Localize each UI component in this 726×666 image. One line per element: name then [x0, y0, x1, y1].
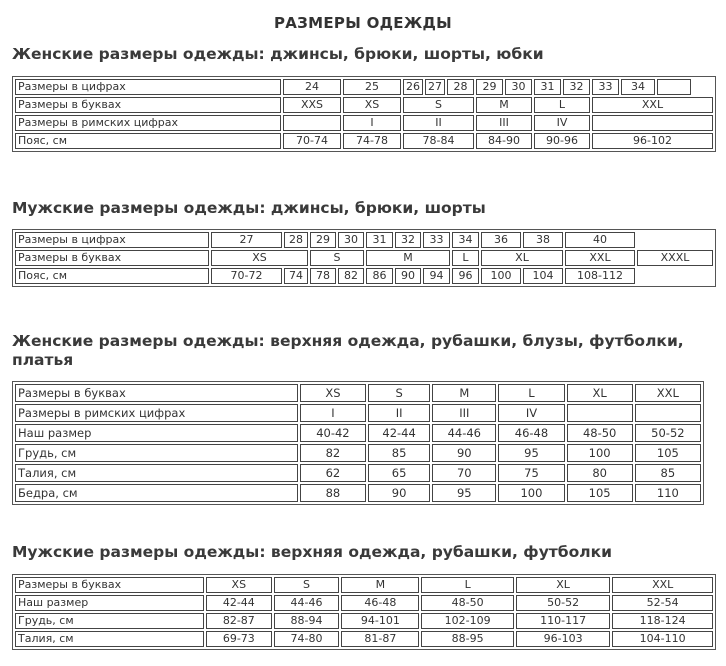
table-cell: 40 — [565, 232, 635, 248]
table-row — [15, 115, 713, 131]
row-label: Размеры в цифрах — [15, 79, 281, 95]
table-cell: 70-74 — [283, 133, 341, 149]
table-cell: 62 — [300, 464, 366, 482]
table-cell: II — [403, 115, 474, 131]
table-cell: M — [432, 384, 496, 402]
table-cell: 31 — [366, 232, 393, 248]
table-cell: XXS — [283, 97, 341, 113]
table-cell: 38 — [523, 232, 563, 248]
table-cell: III — [476, 115, 532, 131]
row-label: Наш размер — [15, 424, 298, 442]
table-cell: 26 — [403, 79, 423, 95]
table-row — [15, 444, 701, 462]
table-cell: 48-50 — [567, 424, 633, 442]
women-tops-heading: Женские размеры одежды: верхняя одежда, рубашки, блузы, футболки, платья — [12, 332, 684, 369]
table-cell: IV — [534, 115, 590, 131]
table-cell: XS — [343, 97, 401, 113]
table-cell: 82-87 — [206, 613, 272, 629]
table-cell: II — [368, 404, 430, 422]
table-cell: XS — [300, 384, 366, 402]
table-cell: 105 — [567, 484, 633, 502]
table-cell: 42-44 — [206, 595, 272, 611]
table-cell: 96 — [452, 268, 479, 284]
table-cell: 52-54 — [612, 595, 713, 611]
table-cell: 30 — [338, 232, 364, 248]
table-cell: S — [403, 97, 474, 113]
table-cell: 74-80 — [274, 631, 340, 647]
table-cell: 85 — [635, 464, 701, 482]
row-label: Пояс, см — [15, 133, 281, 149]
table-cell: 95 — [498, 444, 564, 462]
table-cell: 70-72 — [211, 268, 282, 284]
table-cell: L — [534, 97, 590, 113]
table-row — [15, 79, 713, 95]
table-cell: 88-94 — [274, 613, 340, 629]
row-label: Пояс, см — [15, 268, 209, 284]
table-cell: 74 — [284, 268, 308, 284]
table-cell: XXL — [592, 97, 713, 113]
row-label: Размеры в буквах — [15, 97, 281, 113]
men-tops-heading: Мужские размеры одежды: верхняя одежда, рубашки, футболки — [12, 543, 612, 561]
table-cell: 46-48 — [498, 424, 564, 442]
row-label: Размеры в буквах — [15, 384, 298, 402]
table-row — [15, 232, 713, 248]
table-cell: 104 — [523, 268, 563, 284]
table-cell: 29 — [476, 79, 503, 95]
table-cell: 50-52 — [635, 424, 701, 442]
table-cell: 28 — [447, 79, 474, 95]
table-cell: M — [366, 250, 450, 266]
table-cell: L — [498, 384, 564, 402]
table-row — [15, 464, 701, 482]
table-row — [15, 631, 713, 647]
table-cell — [592, 115, 713, 131]
table-cell: 42-44 — [368, 424, 430, 442]
table-row — [15, 577, 713, 593]
table-cell: 81-87 — [341, 631, 419, 647]
table-cell: 44-46 — [432, 424, 496, 442]
table-cell: 29 — [310, 232, 336, 248]
table-cell: XXL — [565, 250, 635, 266]
table-row — [15, 268, 713, 284]
table-cell: 30 — [505, 79, 532, 95]
table-cell: 27 — [211, 232, 282, 248]
table-cell: 85 — [368, 444, 430, 462]
row-label: Талия, см — [15, 464, 298, 482]
table-cell: 78-84 — [403, 133, 474, 149]
table-cell — [657, 79, 691, 95]
table-cell: 34 — [452, 232, 479, 248]
table-row — [15, 133, 713, 149]
table-row — [15, 613, 713, 629]
table-cell: 90 — [395, 268, 421, 284]
page-title: РАЗМЕРЫ ОДЕЖДЫ — [273, 14, 452, 32]
table-cell: 102-109 — [421, 613, 513, 629]
table-cell: 24 — [283, 79, 341, 95]
row-label: Грудь, см — [15, 613, 204, 629]
table-cell: 110-117 — [516, 613, 610, 629]
table-cell: 96-102 — [592, 133, 713, 149]
table-cell: 118-124 — [612, 613, 713, 629]
table-row — [15, 404, 701, 422]
table-cell: XL — [481, 250, 563, 266]
table-cell: 33 — [423, 232, 450, 248]
table-cell: 80 — [567, 464, 633, 482]
table-cell: 27 — [425, 79, 445, 95]
table-cell: 90 — [368, 484, 430, 502]
table-cell: S — [310, 250, 364, 266]
table-cell: S — [368, 384, 430, 402]
table-cell: 33 — [592, 79, 619, 95]
table-cell: 82 — [338, 268, 364, 284]
table-cell: 104-110 — [612, 631, 713, 647]
row-label: Наш размер — [15, 595, 204, 611]
table-cell: 70 — [432, 464, 496, 482]
table-cell: 94-101 — [341, 613, 419, 629]
men-bottoms-heading: Мужские размеры одежды: джинсы, брюки, шорты — [12, 199, 486, 217]
table-cell: IV — [498, 404, 564, 422]
women-bottoms-heading: Женские размеры одежды: джинсы, брюки, шорты, юбки — [12, 45, 544, 63]
row-label: Грудь, см — [15, 444, 298, 462]
table-cell: 94 — [423, 268, 450, 284]
table-cell: XXL — [612, 577, 713, 593]
men-tops-table — [12, 574, 716, 650]
table-cell: 75 — [498, 464, 564, 482]
table-cell: 32 — [395, 232, 421, 248]
table-cell: L — [452, 250, 479, 266]
table-cell: 65 — [368, 464, 430, 482]
table-cell: 74-78 — [343, 133, 401, 149]
table-cell: 34 — [621, 79, 655, 95]
row-label: Размеры в цифрах — [15, 232, 209, 248]
table-cell: 48-50 — [421, 595, 513, 611]
table-cell: 110 — [635, 484, 701, 502]
table-cell: 100 — [481, 268, 521, 284]
table-cell: 84-90 — [476, 133, 532, 149]
table-cell: 78 — [310, 268, 336, 284]
table-row — [15, 424, 701, 442]
table-row — [15, 484, 701, 502]
table-row — [15, 595, 713, 611]
table-cell: 100 — [498, 484, 564, 502]
table-cell: 32 — [563, 79, 590, 95]
table-cell: 95 — [432, 484, 496, 502]
table-cell: XS — [211, 250, 308, 266]
table-cell: S — [274, 577, 340, 593]
table-cell: XXL — [635, 384, 701, 402]
table-row — [15, 250, 713, 266]
table-cell: 105 — [635, 444, 701, 462]
row-label: Размеры в римских цифрах — [15, 404, 298, 422]
table-cell: 36 — [481, 232, 521, 248]
table-cell: 28 — [284, 232, 308, 248]
table-cell: 90-96 — [534, 133, 590, 149]
table-cell: 86 — [366, 268, 393, 284]
row-label: Размеры в римских цифрах — [15, 115, 281, 131]
table-cell: I — [343, 115, 401, 131]
table-cell: 90 — [432, 444, 496, 462]
row-label: Бедра, см — [15, 484, 298, 502]
women-bottoms-table — [12, 76, 716, 152]
table-cell: M — [476, 97, 532, 113]
table-cell: 31 — [534, 79, 561, 95]
table-cell: M — [341, 577, 419, 593]
table-cell: 96-103 — [516, 631, 610, 647]
table-cell: 44-46 — [274, 595, 340, 611]
row-label: Размеры в буквах — [15, 577, 204, 593]
table-row — [15, 97, 713, 113]
men-bottoms-table — [12, 229, 716, 287]
table-cell: 88 — [300, 484, 366, 502]
table-cell: 100 — [567, 444, 633, 462]
row-label: Размеры в буквах — [15, 250, 209, 266]
table-cell: XS — [206, 577, 272, 593]
table-cell: L — [421, 577, 513, 593]
table-cell: 82 — [300, 444, 366, 462]
table-cell: XL — [516, 577, 610, 593]
table-cell — [567, 404, 633, 422]
table-cell: XL — [567, 384, 633, 402]
table-cell — [635, 404, 701, 422]
table-cell: 69-73 — [206, 631, 272, 647]
row-label: Талия, см — [15, 631, 204, 647]
table-cell: I — [300, 404, 366, 422]
table-cell: 88-95 — [421, 631, 513, 647]
table-row — [15, 384, 701, 402]
women-tops-table — [12, 381, 704, 505]
table-cell: 50-52 — [516, 595, 610, 611]
table-cell — [283, 115, 341, 131]
table-cell: 46-48 — [341, 595, 419, 611]
table-cell: III — [432, 404, 496, 422]
table-cell: 108-112 — [565, 268, 635, 284]
table-cell: 40-42 — [300, 424, 366, 442]
table-cell: XXXL — [637, 250, 713, 266]
table-cell: 25 — [343, 79, 401, 95]
